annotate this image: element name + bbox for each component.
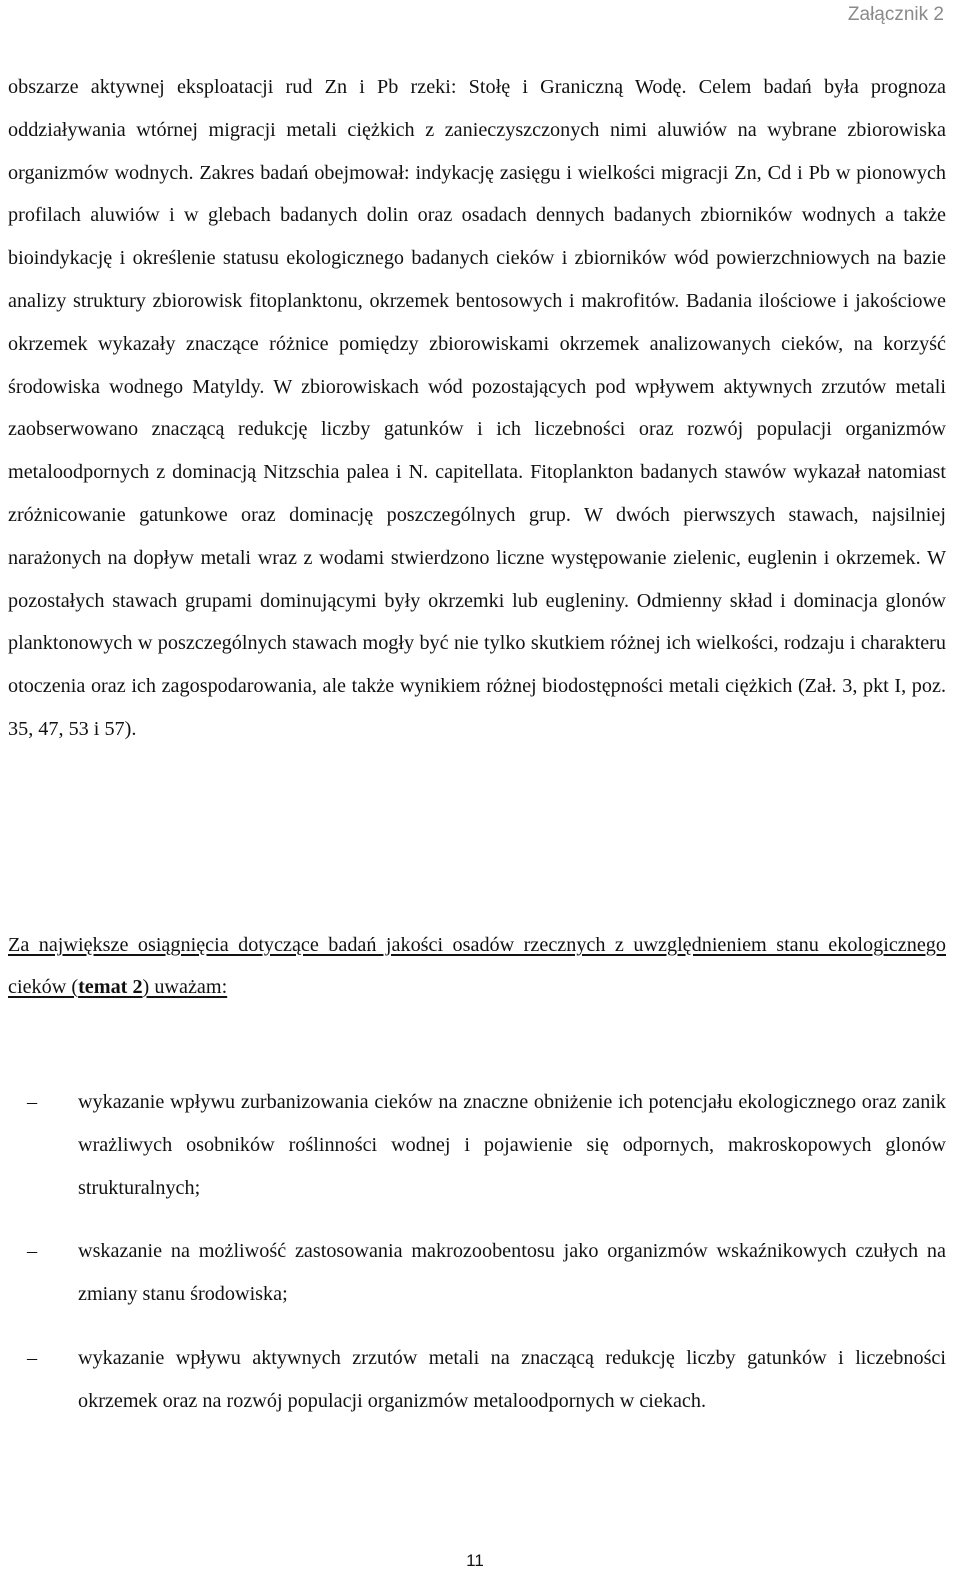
list-item xyxy=(8,1337,946,1423)
body-paragraph: obszarze aktywnej eksploatacji rud Zn i Pb rzeki: Stołę i Graniczną Wodę. Celem badań była prognoza oddziaływania wtórnej migracji metali ciężkich z zanieczyszczonych nimi aluwiów na wybrane zbiorowiska organizmów wodnych. Zakres badań obejmował: indykację zasięgu i wielkości migracji Zn, Cd i Pb w pionowych profilach aluwiów i w glebach badanych dolin oraz osadach dennych badanych zbiorników wodnych a także bioindykację i określenie statusu ekologicznego badanych cieków i zbiorników wód powierzchniowych na bazie analizy struktury zbiorowisk fitoplanktonu, okrzemek bentosowych i makrofitów. Badania ilościowe i jakościowe okrzemek wykazały znaczące różnice pomiędzy zbiorowiskami okrzemek analizowanych cieków, na korzyść środowiska wodnego Matyldy. W zbiorowiskach wód pozostających pod wpływem aktywnych zrzutów metali zaobserwowano znaczącą redukcję liczby gatunków i ich liczebności oraz rozwój populacji organizmów metaloodpornych z dominacją Nitzschia palea i N. capitellata. Fitoplankton badanych stawów wykazał natomiast zróżnicowanie gatunkowe oraz dominację poszczególnych grup. W dwóch pierwszych stawach, najsilniej narażonych na dopływ metali wraz z wodami stwierdzono liczne występowanie zielenic, euglenin i okrzemek. W pozostałych stawach grupami dominującymi były okrzemki lub eugleniny. Odmienny skład i dominacja glonów planktonowych w poszczególnych stawach mogły być nie tylko skutkiem różnej ich wielkości, rodzaju i charakteru otoczenia oraz ich zagospodarowania, ale także wynikiem różnej biodostępności metali ciężkich (Zał. 3, pkt I, poz. 35, 47, 53 i 57). xyxy=(8,76,946,740)
bullet-dash: – xyxy=(26,1240,38,1263)
list-item-text: wskazanie na możliwość zastosowania makrozoobentosu jako organizmów wskaźnikowych czułych na zmiany stanu środowiska; xyxy=(78,1240,946,1306)
list-item-text: wykazanie wpływu zurbanizowania cieków na znaczne obniżenie ich potencjału ekologicznego oraz zanik wrażliwych osobników roślinności wodnej i pojawienie się odpornych, makroskopowych glonów strukturalnych; xyxy=(78,1091,946,1199)
list-item-text: wykazanie wpływu aktywnych zrzutów metali na znaczącą redukcję liczby gatunków i liczebności okrzemek oraz na rozwój populacji organizmów metaloodpornych w ciekach. xyxy=(78,1346,946,1412)
section-heading-suffix: ) uważam: xyxy=(142,976,228,998)
bullet-dash: – xyxy=(26,1091,38,1113)
list-item xyxy=(8,1081,946,1209)
section-heading xyxy=(8,924,946,1008)
section-heading-topic: temat 2 xyxy=(78,976,143,998)
page-number: 11 xyxy=(466,1551,484,1570)
achievements-list xyxy=(8,1081,946,1444)
bullet-dash: – xyxy=(26,1346,38,1369)
section-heading-text: Za największe osiągnięcia dotyczące badań jakości osadów rzecznych z uwzględnieniem stanu ekologicznego cieków ( xyxy=(8,934,946,998)
attachment-label: Załącznik 2 xyxy=(847,4,944,25)
list-item xyxy=(8,1230,946,1316)
